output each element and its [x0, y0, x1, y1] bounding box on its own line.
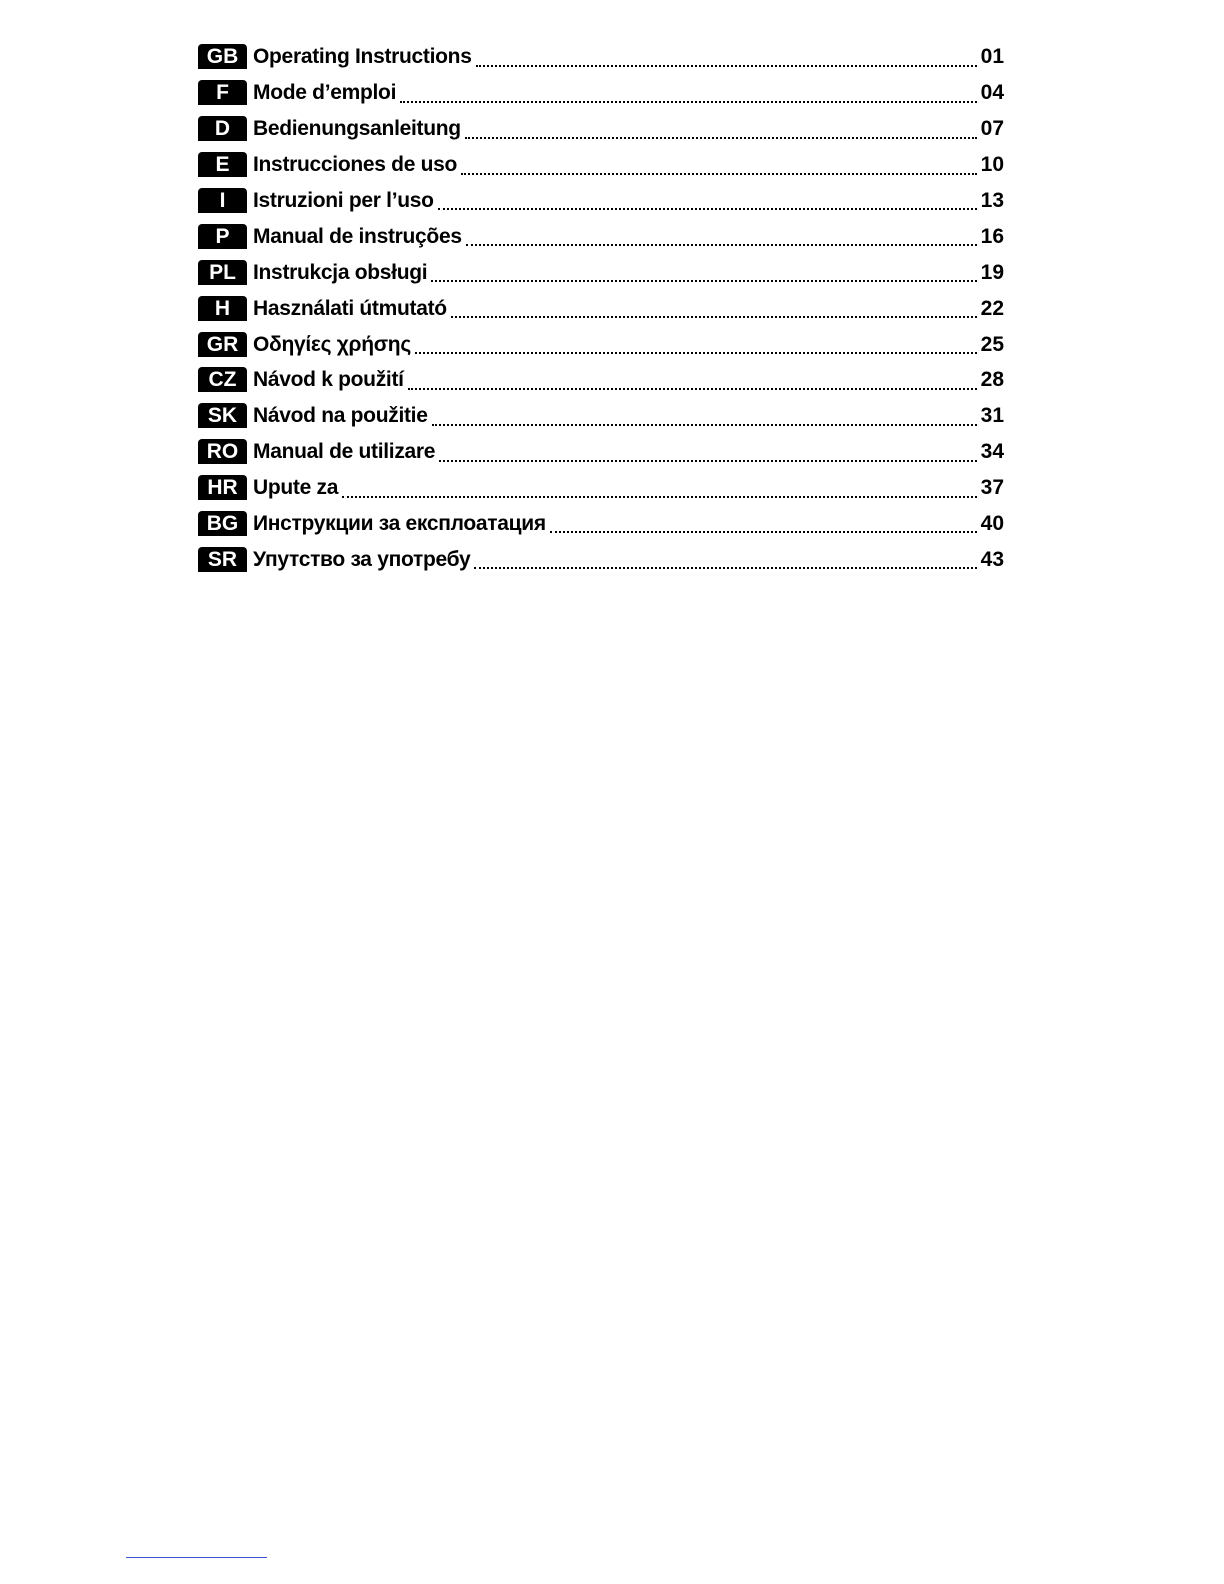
toc-entry-f[interactable]	[198, 75, 1004, 111]
dot-leader	[476, 65, 977, 67]
dot-leader	[451, 316, 977, 318]
toc-entry-title: Упутство за употребу	[253, 547, 471, 571]
toc-entry-bg[interactable]	[198, 506, 1004, 542]
footer-rule	[126, 1557, 267, 1558]
toc-page-number: 37	[980, 476, 1004, 500]
dot-leader	[431, 280, 977, 282]
language-badge: I	[198, 188, 247, 213]
language-badge: GR	[198, 332, 247, 357]
toc-entry-i[interactable]	[198, 183, 1004, 219]
toc-entry-gr[interactable]	[198, 326, 1004, 362]
toc-entry-title: Инструкции за експлоатация	[253, 512, 546, 536]
toc-page-number: 43	[980, 547, 1004, 571]
dot-leader	[342, 496, 977, 498]
dot-leader	[415, 352, 977, 354]
language-badge: SR	[198, 547, 247, 572]
language-badge: D	[198, 116, 247, 141]
toc-entry-sr[interactable]	[198, 541, 1004, 577]
toc-entry-gb[interactable]	[198, 39, 1004, 75]
toc-page-number: 19	[980, 260, 1004, 284]
language-badge: CZ	[198, 367, 247, 392]
dot-leader	[438, 208, 977, 210]
toc-page-number: 13	[980, 189, 1004, 212]
toc-entry-sk[interactable]	[198, 398, 1004, 434]
toc-entry-cz[interactable]	[198, 362, 1004, 398]
toc-entry-p[interactable]	[198, 218, 1004, 254]
dot-leader	[408, 388, 977, 390]
toc-page-number: 25	[980, 332, 1004, 356]
language-badge: F	[198, 80, 247, 105]
toc-entry-title: Návod k použití	[253, 368, 404, 392]
language-badge: BG	[198, 511, 247, 536]
language-badge: P	[198, 224, 247, 249]
toc-page-number: 01	[980, 45, 1004, 69]
toc-page-number: 40	[980, 512, 1004, 536]
toc-page-number: 10	[980, 153, 1004, 177]
toc-entry-title: Manual de instruções	[253, 224, 462, 248]
dot-leader	[400, 101, 977, 103]
dot-leader	[439, 460, 977, 462]
toc-entry-title: Bedienungsanleitung	[253, 117, 461, 141]
table-of-contents	[198, 39, 1004, 577]
toc-entry-title: Návod na použitie	[253, 404, 428, 428]
language-badge: H	[198, 296, 247, 321]
language-badge: PL	[198, 260, 247, 285]
language-badge: E	[198, 152, 247, 177]
dot-leader	[465, 137, 977, 139]
toc-entry-title: Istruzioni per l’uso	[253, 189, 434, 212]
toc-entry-hr[interactable]	[198, 470, 1004, 506]
toc-entry-title: Οδηγίες χρήσης	[253, 332, 411, 356]
language-badge: HR	[198, 475, 247, 500]
toc-entry-ro[interactable]	[198, 434, 1004, 470]
toc-page-number: 28	[980, 368, 1004, 392]
dot-leader	[432, 424, 977, 426]
dot-leader	[466, 244, 977, 246]
toc-entry-e[interactable]	[198, 147, 1004, 183]
toc-entry-title: Upute za	[253, 476, 339, 500]
toc-entry-d[interactable]	[198, 111, 1004, 147]
toc-entry-pl[interactable]	[198, 254, 1004, 290]
language-badge: RO	[198, 439, 247, 464]
toc-page-number: 04	[980, 81, 1004, 105]
toc-page-number: 34	[980, 440, 1004, 464]
toc-entry-title: Manual de utilizare	[253, 440, 436, 464]
toc-entry-h[interactable]	[198, 290, 1004, 326]
toc-entry-title: Használati útmutató	[253, 296, 447, 320]
dot-leader	[461, 173, 977, 175]
toc-page-number: 07	[980, 117, 1004, 141]
toc-page-number: 16	[980, 224, 1004, 248]
toc-entry-title: Instrukcja obsługi	[253, 260, 428, 284]
language-badge: SK	[198, 403, 247, 428]
dot-leader	[474, 567, 977, 569]
language-badge: GB	[198, 44, 247, 69]
toc-page-number: 22	[980, 296, 1004, 320]
dot-leader	[550, 531, 977, 533]
toc-page-number: 31	[980, 404, 1004, 428]
toc-entry-title: Mode d’emploi	[253, 81, 397, 105]
toc-entry-title: Instrucciones de uso	[253, 153, 458, 177]
toc-entry-title: Operating Instructions	[253, 45, 472, 69]
